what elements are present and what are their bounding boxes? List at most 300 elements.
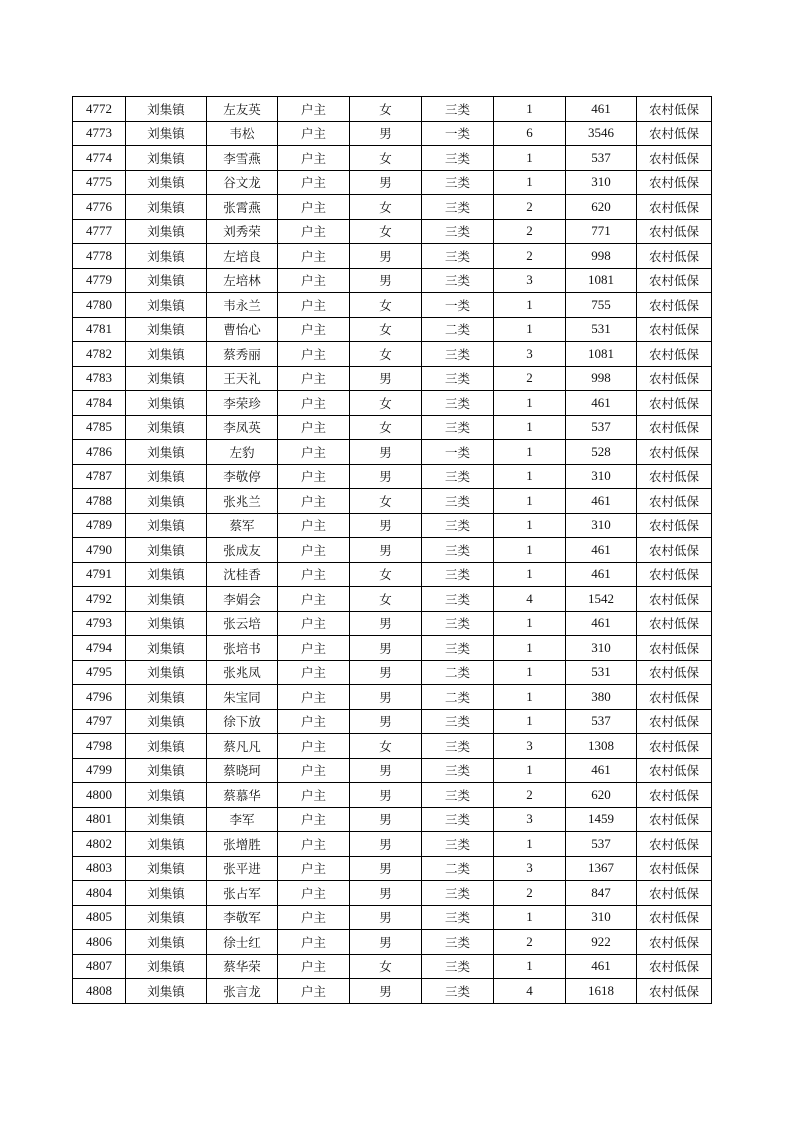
- assistance-amount-cell: 531: [566, 660, 637, 685]
- household-count-cell: 1: [494, 293, 566, 318]
- record-id-cell: 4780: [73, 293, 126, 318]
- assistance-amount-cell: 461: [566, 758, 637, 783]
- assistance-amount-cell: 310: [566, 905, 637, 930]
- assistance-category-cell: 三类: [422, 734, 494, 759]
- assistance-type-cell: 农村低保: [637, 97, 712, 122]
- assistance-amount-cell: 1618: [566, 979, 637, 1004]
- table-row: [73, 685, 712, 710]
- table-row: [73, 758, 712, 783]
- record-id-cell: 4804: [73, 881, 126, 906]
- record-id-cell: 4772: [73, 97, 126, 122]
- assistance-type-cell: 农村低保: [637, 415, 712, 440]
- table-row: [73, 881, 712, 906]
- gender-cell: 男: [350, 685, 422, 710]
- table-row: [73, 979, 712, 1004]
- assistance-type-cell: 农村低保: [637, 464, 712, 489]
- assistance-type-cell: 农村低保: [637, 440, 712, 465]
- town-name-cell: 刘集镇: [126, 415, 207, 440]
- household-count-cell: 2: [494, 195, 566, 220]
- household-count-cell: 1: [494, 415, 566, 440]
- gender-cell: 男: [350, 366, 422, 391]
- assistance-amount-cell: 1308: [566, 734, 637, 759]
- gender-cell: 男: [350, 464, 422, 489]
- household-relation-cell: 户主: [278, 832, 350, 857]
- assistance-category-cell: 一类: [422, 121, 494, 146]
- assistance-amount-cell: 998: [566, 244, 637, 269]
- record-id-cell: 4784: [73, 391, 126, 416]
- assistance-category-cell: 三类: [422, 930, 494, 955]
- assistance-category-cell: 二类: [422, 685, 494, 710]
- gender-cell: 女: [350, 587, 422, 612]
- person-name-cell: 蔡晓珂: [207, 758, 278, 783]
- gender-cell: 女: [350, 293, 422, 318]
- table-row: [73, 832, 712, 857]
- gender-cell: 男: [350, 121, 422, 146]
- table-row: [73, 856, 712, 881]
- person-name-cell: 李凤英: [207, 415, 278, 440]
- assistance-type-cell: 农村低保: [637, 660, 712, 685]
- household-count-cell: 1: [494, 562, 566, 587]
- assistance-type-cell: 农村低保: [637, 905, 712, 930]
- assistance-amount-cell: 310: [566, 513, 637, 538]
- town-name-cell: 刘集镇: [126, 660, 207, 685]
- gender-cell: 男: [350, 832, 422, 857]
- household-count-cell: 3: [494, 807, 566, 832]
- record-id-cell: 4787: [73, 464, 126, 489]
- person-name-cell: 徐下放: [207, 709, 278, 734]
- person-name-cell: 左友英: [207, 97, 278, 122]
- person-name-cell: 蔡华荣: [207, 954, 278, 979]
- assistance-type-cell: 农村低保: [637, 489, 712, 514]
- household-relation-cell: 户主: [278, 783, 350, 808]
- gender-cell: 男: [350, 170, 422, 195]
- table-row: [73, 587, 712, 612]
- assistance-category-cell: 三类: [422, 758, 494, 783]
- assistance-type-cell: 农村低保: [637, 611, 712, 636]
- assistance-amount-cell: 537: [566, 832, 637, 857]
- person-name-cell: 左培林: [207, 268, 278, 293]
- household-relation-cell: 户主: [278, 170, 350, 195]
- table-row: [73, 783, 712, 808]
- table-row: [73, 415, 712, 440]
- town-name-cell: 刘集镇: [126, 489, 207, 514]
- person-name-cell: 张平进: [207, 856, 278, 881]
- assistance-category-cell: 三类: [422, 587, 494, 612]
- assistance-category-cell: 三类: [422, 562, 494, 587]
- household-relation-cell: 户主: [278, 121, 350, 146]
- person-name-cell: 王天礼: [207, 366, 278, 391]
- town-name-cell: 刘集镇: [126, 317, 207, 342]
- assistance-amount-cell: 531: [566, 317, 637, 342]
- household-relation-cell: 户主: [278, 391, 350, 416]
- assistance-amount-cell: 1081: [566, 268, 637, 293]
- town-name-cell: 刘集镇: [126, 856, 207, 881]
- record-id-cell: 4783: [73, 366, 126, 391]
- record-id-cell: 4808: [73, 979, 126, 1004]
- record-id-cell: 4785: [73, 415, 126, 440]
- town-name-cell: 刘集镇: [126, 709, 207, 734]
- table-row: [73, 513, 712, 538]
- household-relation-cell: 户主: [278, 954, 350, 979]
- table-row: [73, 930, 712, 955]
- assistance-type-cell: 农村低保: [637, 317, 712, 342]
- roster-body: [73, 97, 712, 1004]
- household-relation-cell: 户主: [278, 293, 350, 318]
- assistance-amount-cell: 771: [566, 219, 637, 244]
- assistance-amount-cell: 461: [566, 562, 637, 587]
- assistance-category-cell: 三类: [422, 905, 494, 930]
- assistance-category-cell: 三类: [422, 783, 494, 808]
- assistance-type-cell: 农村低保: [637, 685, 712, 710]
- assistance-type-cell: 农村低保: [637, 734, 712, 759]
- gender-cell: 女: [350, 342, 422, 367]
- table-row: [73, 954, 712, 979]
- household-count-cell: 2: [494, 219, 566, 244]
- person-name-cell: 张兆凤: [207, 660, 278, 685]
- assistance-type-cell: 农村低保: [637, 807, 712, 832]
- town-name-cell: 刘集镇: [126, 121, 207, 146]
- gender-cell: 男: [350, 807, 422, 832]
- assistance-type-cell: 农村低保: [637, 146, 712, 171]
- household-count-cell: 4: [494, 587, 566, 612]
- record-id-cell: 4799: [73, 758, 126, 783]
- assistance-category-cell: 三类: [422, 391, 494, 416]
- person-name-cell: 张增胜: [207, 832, 278, 857]
- assistance-category-cell: 三类: [422, 170, 494, 195]
- town-name-cell: 刘集镇: [126, 905, 207, 930]
- person-name-cell: 徐士红: [207, 930, 278, 955]
- household-count-cell: 1: [494, 97, 566, 122]
- person-name-cell: 李雪燕: [207, 146, 278, 171]
- assistance-category-cell: 一类: [422, 440, 494, 465]
- assistance-category-cell: 三类: [422, 244, 494, 269]
- assistance-category-cell: 三类: [422, 195, 494, 220]
- assistance-amount-cell: 537: [566, 415, 637, 440]
- table-row: [73, 660, 712, 685]
- record-id-cell: 4794: [73, 636, 126, 661]
- household-relation-cell: 户主: [278, 930, 350, 955]
- assistance-type-cell: 农村低保: [637, 195, 712, 220]
- assistance-type-cell: 农村低保: [637, 979, 712, 1004]
- household-relation-cell: 户主: [278, 268, 350, 293]
- assistance-category-cell: 三类: [422, 636, 494, 661]
- assistance-category-cell: 三类: [422, 954, 494, 979]
- assistance-type-cell: 农村低保: [637, 954, 712, 979]
- record-id-cell: 4795: [73, 660, 126, 685]
- assistance-amount-cell: 847: [566, 881, 637, 906]
- person-name-cell: 谷文龙: [207, 170, 278, 195]
- record-id-cell: 4782: [73, 342, 126, 367]
- record-id-cell: 4779: [73, 268, 126, 293]
- town-name-cell: 刘集镇: [126, 538, 207, 563]
- household-relation-cell: 户主: [278, 734, 350, 759]
- assistance-amount-cell: 461: [566, 489, 637, 514]
- gender-cell: 男: [350, 783, 422, 808]
- assistance-amount-cell: 537: [566, 146, 637, 171]
- assistance-type-cell: 农村低保: [637, 856, 712, 881]
- person-name-cell: 蔡凡凡: [207, 734, 278, 759]
- town-name-cell: 刘集镇: [126, 807, 207, 832]
- person-name-cell: 蔡秀丽: [207, 342, 278, 367]
- gender-cell: 男: [350, 636, 422, 661]
- assistance-amount-cell: 310: [566, 170, 637, 195]
- assistance-type-cell: 农村低保: [637, 881, 712, 906]
- person-name-cell: 韦松: [207, 121, 278, 146]
- person-name-cell: 张培书: [207, 636, 278, 661]
- gender-cell: 男: [350, 513, 422, 538]
- town-name-cell: 刘集镇: [126, 513, 207, 538]
- assistance-category-cell: 三类: [422, 979, 494, 1004]
- record-id-cell: 4802: [73, 832, 126, 857]
- household-count-cell: 1: [494, 317, 566, 342]
- assistance-category-cell: 三类: [422, 807, 494, 832]
- gender-cell: 男: [350, 979, 422, 1004]
- town-name-cell: 刘集镇: [126, 366, 207, 391]
- household-count-cell: 2: [494, 783, 566, 808]
- household-count-cell: 1: [494, 660, 566, 685]
- assistance-category-cell: 三类: [422, 464, 494, 489]
- household-count-cell: 4: [494, 979, 566, 1004]
- household-relation-cell: 户主: [278, 611, 350, 636]
- assistance-type-cell: 农村低保: [637, 293, 712, 318]
- record-id-cell: 4798: [73, 734, 126, 759]
- assistance-category-cell: 一类: [422, 293, 494, 318]
- gender-cell: 男: [350, 611, 422, 636]
- gender-cell: 男: [350, 268, 422, 293]
- town-name-cell: 刘集镇: [126, 268, 207, 293]
- town-name-cell: 刘集镇: [126, 832, 207, 857]
- record-id-cell: 4776: [73, 195, 126, 220]
- record-id-cell: 4777: [73, 219, 126, 244]
- record-id-cell: 4806: [73, 930, 126, 955]
- gender-cell: 男: [350, 758, 422, 783]
- household-count-cell: 1: [494, 954, 566, 979]
- assistance-amount-cell: 528: [566, 440, 637, 465]
- household-count-cell: 1: [494, 170, 566, 195]
- town-name-cell: 刘集镇: [126, 611, 207, 636]
- record-id-cell: 4796: [73, 685, 126, 710]
- household-count-cell: 3: [494, 342, 566, 367]
- town-name-cell: 刘集镇: [126, 440, 207, 465]
- household-relation-cell: 户主: [278, 881, 350, 906]
- assistance-category-cell: 三类: [422, 881, 494, 906]
- household-count-cell: 3: [494, 268, 566, 293]
- household-relation-cell: 户主: [278, 709, 350, 734]
- gender-cell: 女: [350, 954, 422, 979]
- table-row: [73, 709, 712, 734]
- town-name-cell: 刘集镇: [126, 293, 207, 318]
- assistance-amount-cell: 461: [566, 538, 637, 563]
- household-relation-cell: 户主: [278, 685, 350, 710]
- record-id-cell: 4790: [73, 538, 126, 563]
- table-row: [73, 538, 712, 563]
- record-id-cell: 4801: [73, 807, 126, 832]
- gender-cell: 男: [350, 930, 422, 955]
- assistance-amount-cell: 1459: [566, 807, 637, 832]
- assistance-category-cell: 三类: [422, 513, 494, 538]
- assistance-type-cell: 农村低保: [637, 587, 712, 612]
- household-relation-cell: 户主: [278, 538, 350, 563]
- assistance-category-cell: 三类: [422, 219, 494, 244]
- person-name-cell: 刘秀荣: [207, 219, 278, 244]
- assistance-type-cell: 农村低保: [637, 342, 712, 367]
- household-relation-cell: 户主: [278, 244, 350, 269]
- gender-cell: 女: [350, 195, 422, 220]
- person-name-cell: 李敬军: [207, 905, 278, 930]
- assistance-amount-cell: 380: [566, 685, 637, 710]
- household-count-cell: 1: [494, 513, 566, 538]
- person-name-cell: 李荣珍: [207, 391, 278, 416]
- table-row: [73, 293, 712, 318]
- household-relation-cell: 户主: [278, 146, 350, 171]
- town-name-cell: 刘集镇: [126, 783, 207, 808]
- town-name-cell: 刘集镇: [126, 219, 207, 244]
- assistance-amount-cell: 310: [566, 464, 637, 489]
- assistance-amount-cell: 461: [566, 391, 637, 416]
- assistance-amount-cell: 461: [566, 97, 637, 122]
- person-name-cell: 李敬停: [207, 464, 278, 489]
- assistance-type-cell: 农村低保: [637, 244, 712, 269]
- household-count-cell: 2: [494, 881, 566, 906]
- town-name-cell: 刘集镇: [126, 244, 207, 269]
- household-relation-cell: 户主: [278, 366, 350, 391]
- household-count-cell: 1: [494, 832, 566, 857]
- household-count-cell: 1: [494, 685, 566, 710]
- assistance-amount-cell: 620: [566, 783, 637, 808]
- gender-cell: 女: [350, 562, 422, 587]
- table-row: [73, 464, 712, 489]
- town-name-cell: 刘集镇: [126, 930, 207, 955]
- table-row: [73, 391, 712, 416]
- person-name-cell: 张占军: [207, 881, 278, 906]
- household-count-cell: 6: [494, 121, 566, 146]
- record-id-cell: 4807: [73, 954, 126, 979]
- assistance-amount-cell: 1081: [566, 342, 637, 367]
- town-name-cell: 刘集镇: [126, 146, 207, 171]
- household-count-cell: 3: [494, 856, 566, 881]
- household-relation-cell: 户主: [278, 562, 350, 587]
- gender-cell: 男: [350, 881, 422, 906]
- town-name-cell: 刘集镇: [126, 342, 207, 367]
- household-count-cell: 1: [494, 391, 566, 416]
- town-name-cell: 刘集镇: [126, 685, 207, 710]
- gender-cell: 女: [350, 415, 422, 440]
- town-name-cell: 刘集镇: [126, 562, 207, 587]
- assistance-type-cell: 农村低保: [637, 268, 712, 293]
- table-row: [73, 244, 712, 269]
- table-row: [73, 195, 712, 220]
- table-row: [73, 121, 712, 146]
- table-row: [73, 219, 712, 244]
- assistance-category-cell: 三类: [422, 538, 494, 563]
- gender-cell: 男: [350, 856, 422, 881]
- town-name-cell: 刘集镇: [126, 979, 207, 1004]
- town-name-cell: 刘集镇: [126, 734, 207, 759]
- record-id-cell: 4800: [73, 783, 126, 808]
- assistance-category-cell: 三类: [422, 97, 494, 122]
- assistance-amount-cell: 998: [566, 366, 637, 391]
- record-id-cell: 4793: [73, 611, 126, 636]
- household-relation-cell: 户主: [278, 758, 350, 783]
- household-count-cell: 1: [494, 146, 566, 171]
- table-row: [73, 489, 712, 514]
- assistance-category-cell: 三类: [422, 366, 494, 391]
- town-name-cell: 刘集镇: [126, 758, 207, 783]
- assistance-type-cell: 农村低保: [637, 930, 712, 955]
- assistance-type-cell: 农村低保: [637, 832, 712, 857]
- household-count-cell: 2: [494, 930, 566, 955]
- assistance-type-cell: 农村低保: [637, 758, 712, 783]
- town-name-cell: 刘集镇: [126, 195, 207, 220]
- household-relation-cell: 户主: [278, 636, 350, 661]
- gender-cell: 女: [350, 734, 422, 759]
- household-count-cell: 1: [494, 636, 566, 661]
- household-relation-cell: 户主: [278, 587, 350, 612]
- assistance-type-cell: 农村低保: [637, 562, 712, 587]
- household-count-cell: 1: [494, 611, 566, 636]
- assistance-category-cell: 三类: [422, 268, 494, 293]
- person-name-cell: 张言龙: [207, 979, 278, 1004]
- household-count-cell: 1: [494, 758, 566, 783]
- assistance-type-cell: 农村低保: [637, 366, 712, 391]
- record-id-cell: 4775: [73, 170, 126, 195]
- household-relation-cell: 户主: [278, 489, 350, 514]
- household-relation-cell: 户主: [278, 464, 350, 489]
- assistance-type-cell: 农村低保: [637, 170, 712, 195]
- household-count-cell: 1: [494, 464, 566, 489]
- person-name-cell: 左豹: [207, 440, 278, 465]
- household-count-cell: 2: [494, 366, 566, 391]
- record-id-cell: 4773: [73, 121, 126, 146]
- household-relation-cell: 户主: [278, 905, 350, 930]
- town-name-cell: 刘集镇: [126, 954, 207, 979]
- town-name-cell: 刘集镇: [126, 97, 207, 122]
- assistance-category-cell: 三类: [422, 709, 494, 734]
- person-name-cell: 沈桂香: [207, 562, 278, 587]
- record-id-cell: 4788: [73, 489, 126, 514]
- table-row: [73, 636, 712, 661]
- record-id-cell: 4805: [73, 905, 126, 930]
- assistance-category-cell: 三类: [422, 611, 494, 636]
- gender-cell: 女: [350, 489, 422, 514]
- assistance-amount-cell: 922: [566, 930, 637, 955]
- household-count-cell: 1: [494, 489, 566, 514]
- table-row: [73, 611, 712, 636]
- assistance-type-cell: 农村低保: [637, 783, 712, 808]
- assistance-category-cell: 三类: [422, 832, 494, 857]
- household-count-cell: 1: [494, 538, 566, 563]
- record-id-cell: 4791: [73, 562, 126, 587]
- gender-cell: 女: [350, 219, 422, 244]
- assistance-type-cell: 农村低保: [637, 219, 712, 244]
- gender-cell: 女: [350, 317, 422, 342]
- assistance-category-cell: 二类: [422, 856, 494, 881]
- household-count-cell: 3: [494, 734, 566, 759]
- person-name-cell: 左培良: [207, 244, 278, 269]
- assistance-category-cell: 三类: [422, 146, 494, 171]
- gender-cell: 女: [350, 146, 422, 171]
- person-name-cell: 张霄燕: [207, 195, 278, 220]
- assistance-type-cell: 农村低保: [637, 538, 712, 563]
- person-name-cell: 朱宝同: [207, 685, 278, 710]
- household-relation-cell: 户主: [278, 317, 350, 342]
- household-relation-cell: 户主: [278, 440, 350, 465]
- household-relation-cell: 户主: [278, 513, 350, 538]
- table-row: [73, 905, 712, 930]
- table-row: [73, 317, 712, 342]
- household-relation-cell: 户主: [278, 97, 350, 122]
- town-name-cell: 刘集镇: [126, 464, 207, 489]
